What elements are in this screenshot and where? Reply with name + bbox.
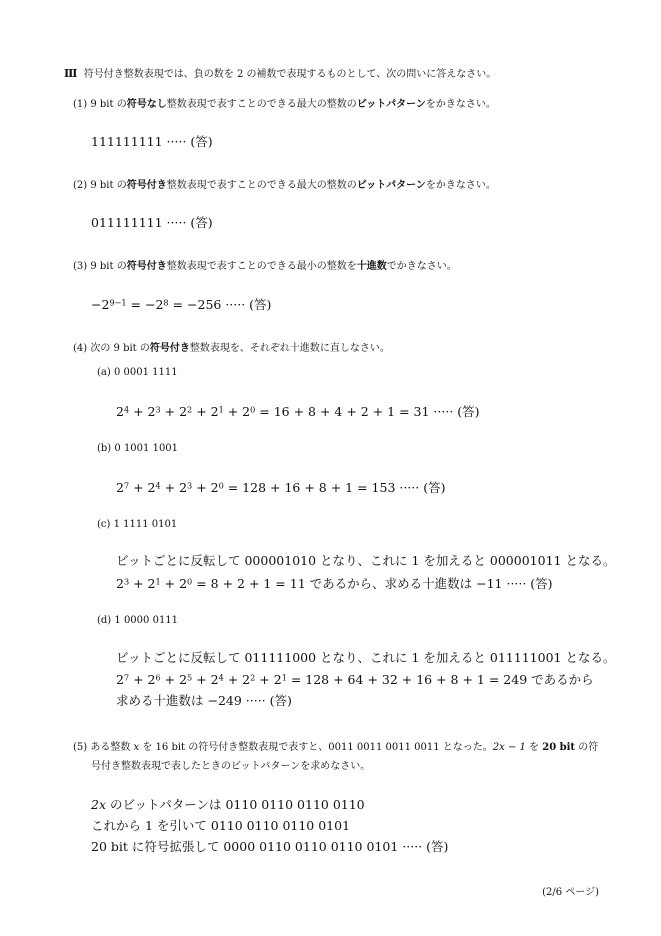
term: + 2 <box>192 672 219 687</box>
q4a-label <box>97 367 178 378</box>
q3-bold-signed: 符号付き <box>126 261 167 272</box>
q3-bold-decimal: 十進数 <box>356 261 387 272</box>
q1-text-pre: 9 bit の <box>90 99 127 110</box>
q3-ans-part: = −256 ····· (答) <box>168 297 272 312</box>
q3-answer <box>91 295 271 313</box>
q5-text: ある整数 <box>90 742 134 753</box>
q4d-label <box>97 615 178 626</box>
q2-prompt <box>73 176 496 191</box>
q2-text-post: をかきなさい。 <box>425 180 496 191</box>
exp: 4 <box>155 480 161 491</box>
q4-number: (4) <box>73 343 88 354</box>
exp: 1 <box>281 672 287 683</box>
q4c-letter: (c) <box>97 519 111 530</box>
exp: 7 <box>123 480 130 491</box>
q4-prompt <box>73 339 390 354</box>
term: = 128 + 64 + 32 + 16 + 8 + 1 = 249 であるから <box>286 672 594 687</box>
q1-text-post: をかきなさい。 <box>425 99 496 110</box>
q5-text: のビットパターンは 0110 0110 0110 0110 <box>106 797 365 812</box>
exp: 4 <box>218 672 224 683</box>
q4d-bits: 1 0000 0111 <box>114 615 179 626</box>
term: + 2 <box>160 404 188 419</box>
q4c-label <box>97 519 177 530</box>
exp: 0 <box>187 576 193 587</box>
q2-bold-signed: 符号付き <box>126 180 167 191</box>
section-number: Ⅲ <box>64 68 78 80</box>
exp: 0 <box>218 480 224 491</box>
term: + 2 <box>160 672 188 687</box>
term: = 16 + 8 + 4 + 2 + 1 = 31 ····· (答) <box>255 404 480 419</box>
q4a-bits: 0 0001 1111 <box>113 367 178 378</box>
q4b-bits: 0 1001 1001 <box>114 443 179 454</box>
term: + 2 <box>129 672 156 687</box>
term: 2 <box>116 672 124 687</box>
term: + 2 <box>129 404 156 419</box>
term: + 2 <box>223 404 251 419</box>
term: + 2 <box>255 672 282 687</box>
q2-text-mid: 整数表現で表すことのできる最大の整数の <box>166 180 357 191</box>
q2-text-pre: 9 bit の <box>90 180 127 191</box>
q5-answer-line3: 20 bit に符号拡張して 0000 0110 0110 0110 0101 ····· (答) <box>91 839 449 854</box>
q1-bold-bitpattern: ビットパターン <box>356 99 426 110</box>
term: = 8 + 2 + 1 = 11 であるから、求める十進数は −11 ····· (答) <box>192 576 553 591</box>
q4d-line2 <box>116 670 594 688</box>
q4d-letter: (d) <box>97 615 112 626</box>
term: 2 <box>116 480 124 495</box>
q5-text: を <box>525 742 543 753</box>
exp: 2 <box>250 672 256 683</box>
q4c-bits: 1 1111 0101 <box>113 519 178 530</box>
q3-ans-exp: 9−1 <box>109 297 127 308</box>
exp: 3 <box>187 480 193 491</box>
q4b-answer <box>116 478 445 496</box>
q1-bold-unsigned: 符号なし <box>126 99 167 110</box>
exp: 7 <box>123 672 130 683</box>
q4-text-post: 整数表現を、それぞれ十進数に直しなさい。 <box>189 343 390 354</box>
term: + 2 <box>192 480 219 495</box>
q3-text-mid: 整数表現で表すことのできる最小の整数を <box>166 261 357 272</box>
q5-answer-line1 <box>91 795 365 813</box>
term: + 2 <box>192 404 219 419</box>
exp: 1 <box>155 576 161 587</box>
q1-prompt <box>73 95 496 110</box>
q4c-line2 <box>116 574 553 592</box>
section-intro <box>64 65 496 80</box>
q2-bold-bitpattern: ビットパターン <box>356 180 426 191</box>
q3-ans-exp: 8 <box>163 297 169 308</box>
q1-answer: 111111111 ····· (答) <box>91 134 213 149</box>
q3-number: (3) <box>73 261 88 272</box>
q4d-line3: 求める十進数は −249 ····· (答) <box>116 693 292 708</box>
q5-text: を 16 bit の符号付き整数表現で表すと、0011 0011 0011 0011 となった。 <box>139 742 493 753</box>
q5-prompt-line1 <box>73 738 598 753</box>
term: = 128 + 16 + 8 + 1 = 153 ····· (答) <box>223 480 446 495</box>
q5-prompt-line2: 号付き整数表現で表したときのビットパターンを求めなさい。 <box>91 761 371 772</box>
q5-var-x: x <box>133 742 140 753</box>
q5-number: (5) <box>73 742 88 753</box>
exp: 1 <box>218 404 224 415</box>
q2-number: (2) <box>73 180 88 191</box>
q3-text-pre: 9 bit の <box>90 261 127 272</box>
exp: 3 <box>155 404 161 415</box>
term: 2 <box>116 404 124 419</box>
exp: 3 <box>123 576 130 587</box>
q4a-letter: (a) <box>97 367 111 378</box>
q5-text: の符 <box>575 742 599 753</box>
exp: 4 <box>123 404 130 415</box>
q5-answer-line2: これから 1 を引いて 0110 0110 0110 0101 <box>91 818 351 833</box>
section-intro-text: 符号付き整数表現では、負の数を 2 の補数で表現するものとして、次の問いに答えなさい。 <box>83 69 497 80</box>
q4-text-pre: 次の 9 bit の <box>90 343 150 354</box>
q3-ans-part: −2 <box>91 297 110 312</box>
exp: 0 <box>250 404 256 415</box>
q5-expr: 2x − 1 <box>492 742 526 753</box>
q2-answer: 011111111 ····· (答) <box>91 215 213 230</box>
q4-bold-signed: 符号付き <box>149 343 190 354</box>
q5-bold-20bit: 20 bit <box>542 742 576 753</box>
term: + 2 <box>160 480 188 495</box>
term: + 2 <box>129 480 156 495</box>
q5-var-2x: 2x <box>91 797 107 812</box>
q1-number: (1) <box>73 99 88 110</box>
q1-text-mid: 整数表現で表すことのできる最大の整数の <box>166 99 357 110</box>
q3-prompt <box>73 257 457 272</box>
term: + 2 <box>129 576 156 591</box>
exp: 2 <box>187 404 193 415</box>
q4b-label <box>97 443 178 454</box>
exp: 5 <box>187 672 193 683</box>
exp: 6 <box>155 672 161 683</box>
page-number: (2/6 ページ) <box>542 887 599 898</box>
q3-ans-part: = −2 <box>126 297 164 312</box>
q4c-line1: ビットごとに反転して 000001010 となり、これに 1 を加えると 000001011 となる。 <box>116 553 616 568</box>
q4d-line1: ビットごとに反転して 011111000 となり、これに 1 を加えると 011111001 となる。 <box>116 650 616 665</box>
q3-text-post: でかきなさい。 <box>386 261 457 272</box>
term: 2 <box>116 576 124 591</box>
term: + 2 <box>223 672 251 687</box>
q4b-letter: (b) <box>97 443 112 454</box>
q4a-answer <box>116 402 480 420</box>
term: + 2 <box>160 576 188 591</box>
